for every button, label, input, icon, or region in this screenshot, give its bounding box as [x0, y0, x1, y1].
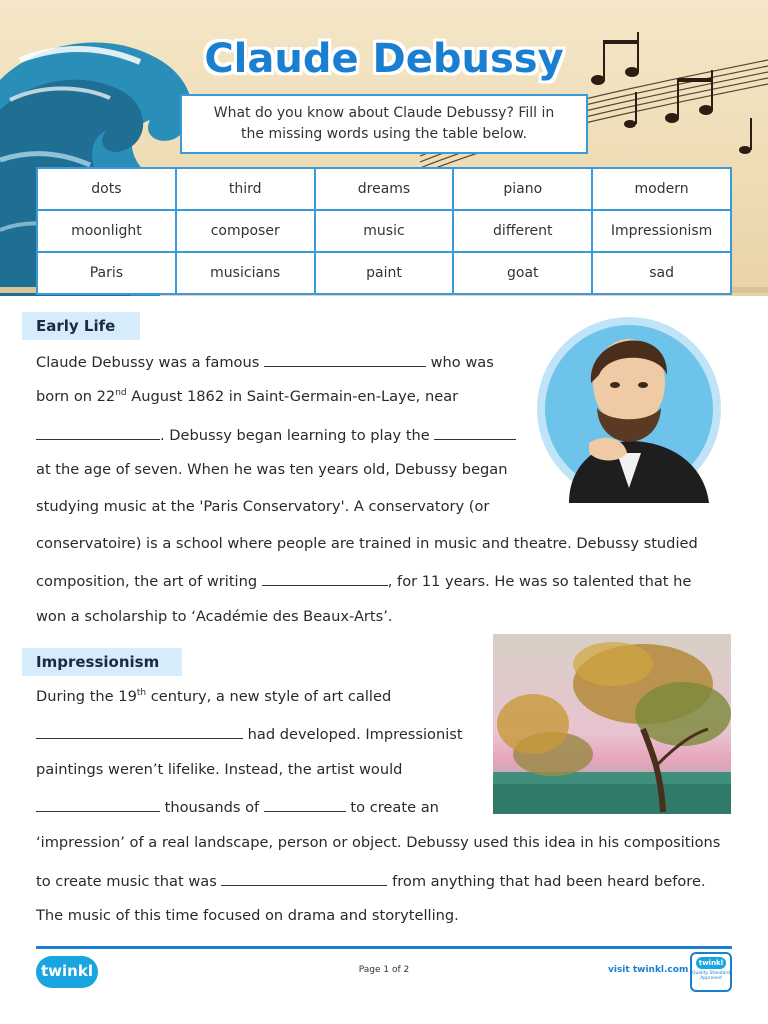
superscript: nd [115, 388, 127, 399]
instructions-line-1: What do you know about Claude Debussy? Fill in [213, 105, 555, 121]
text: . Debussy began learning to play the [160, 427, 435, 444]
superscript: th [136, 688, 147, 699]
word-bank-cell: sad [592, 252, 731, 294]
instructions-box [180, 94, 588, 154]
text: ‘impression’ of a real landscape, person or object. Debussy used this idea in his compositions [36, 834, 721, 851]
text: conservatoire) is a school where people are trained in music and theatre. Debussy studied [36, 535, 698, 552]
badge-text: Quality Standard Approved [692, 971, 730, 981]
word-bank-table [36, 167, 732, 295]
text: who was [425, 354, 494, 371]
answer-blank[interactable] [36, 797, 160, 812]
text: at the age of seven. When he was ten years old, Debussy began [36, 461, 508, 478]
word-bank-cell: music [315, 210, 454, 252]
visit-twinkl-link[interactable]: visit twinkl.com [608, 965, 689, 975]
text: During the 19 [36, 688, 137, 705]
text: thousands of [160, 799, 264, 816]
word-bank-cell: paint [315, 252, 454, 294]
word-bank-cell: moonlight [37, 210, 176, 252]
word-bank-cell: dreams [315, 168, 454, 210]
text: to create music that was [36, 873, 222, 890]
page-number: Page 1 of 2 [358, 965, 410, 975]
text: August 1862 in Saint-Germain-en-Laye, near [126, 388, 459, 405]
answer-blank[interactable] [264, 797, 346, 812]
text: Claude Debussy was a famous [36, 354, 264, 371]
answer-blank[interactable] [262, 571, 388, 586]
answer-blank[interactable] [36, 425, 160, 440]
word-bank-cell: Impressionism [592, 210, 731, 252]
word-bank-cell: goat [453, 252, 592, 294]
debussy-portrait [529, 313, 729, 503]
word-bank-row [37, 252, 731, 294]
twinkl-logo[interactable]: twinkl [36, 956, 98, 988]
answer-blank[interactable] [264, 352, 426, 367]
badge-logo: twinkl [696, 957, 726, 969]
footer-divider [36, 946, 732, 949]
early-life-paragraph [36, 352, 698, 632]
answer-blank[interactable] [36, 724, 243, 739]
word-bank-cell: Paris [37, 252, 176, 294]
page-title: Claude Debussy [204, 36, 564, 82]
text: to create an [345, 799, 439, 816]
word-bank-row [37, 210, 731, 252]
word-bank-cell: musicians [176, 252, 315, 294]
section-heading-early-life: Early Life [22, 312, 140, 340]
instructions-line-2: the missing words using the table below. [241, 126, 527, 142]
answer-blank[interactable] [221, 871, 387, 886]
word-bank-cell: piano [453, 168, 592, 210]
text: The music of this time focused on drama and storytelling. [36, 907, 459, 924]
text: composition, the art of writing [36, 573, 262, 590]
text: studying music at the 'Paris Conservatory'. A conservatory (or [36, 498, 490, 515]
text: had developed. Impressionist [243, 726, 463, 743]
quality-badge [690, 952, 732, 992]
word-bank-cell: modern [592, 168, 731, 210]
text: won a scholarship to ‘Académie des Beaux-Arts’. [36, 608, 393, 625]
answer-blank[interactable] [434, 425, 516, 440]
text: century, a new style of art called [146, 688, 392, 705]
word-bank-cell: different [453, 210, 592, 252]
word-bank-cell: composer [176, 210, 315, 252]
text: , for 11 years. He was so talented that he [387, 573, 692, 590]
section-heading-impressionism: Impressionism [22, 648, 182, 676]
word-bank-cell: dots [37, 168, 176, 210]
text: born on 22 [36, 388, 116, 405]
word-bank-cell: third [176, 168, 315, 210]
impressionism-paragraph [36, 688, 736, 928]
text: from anything that had been heard before. [387, 873, 706, 890]
header-banner [0, 0, 768, 296]
text: paintings weren’t lifelike. Instead, the artist would [36, 761, 403, 778]
word-bank-row [37, 168, 731, 210]
